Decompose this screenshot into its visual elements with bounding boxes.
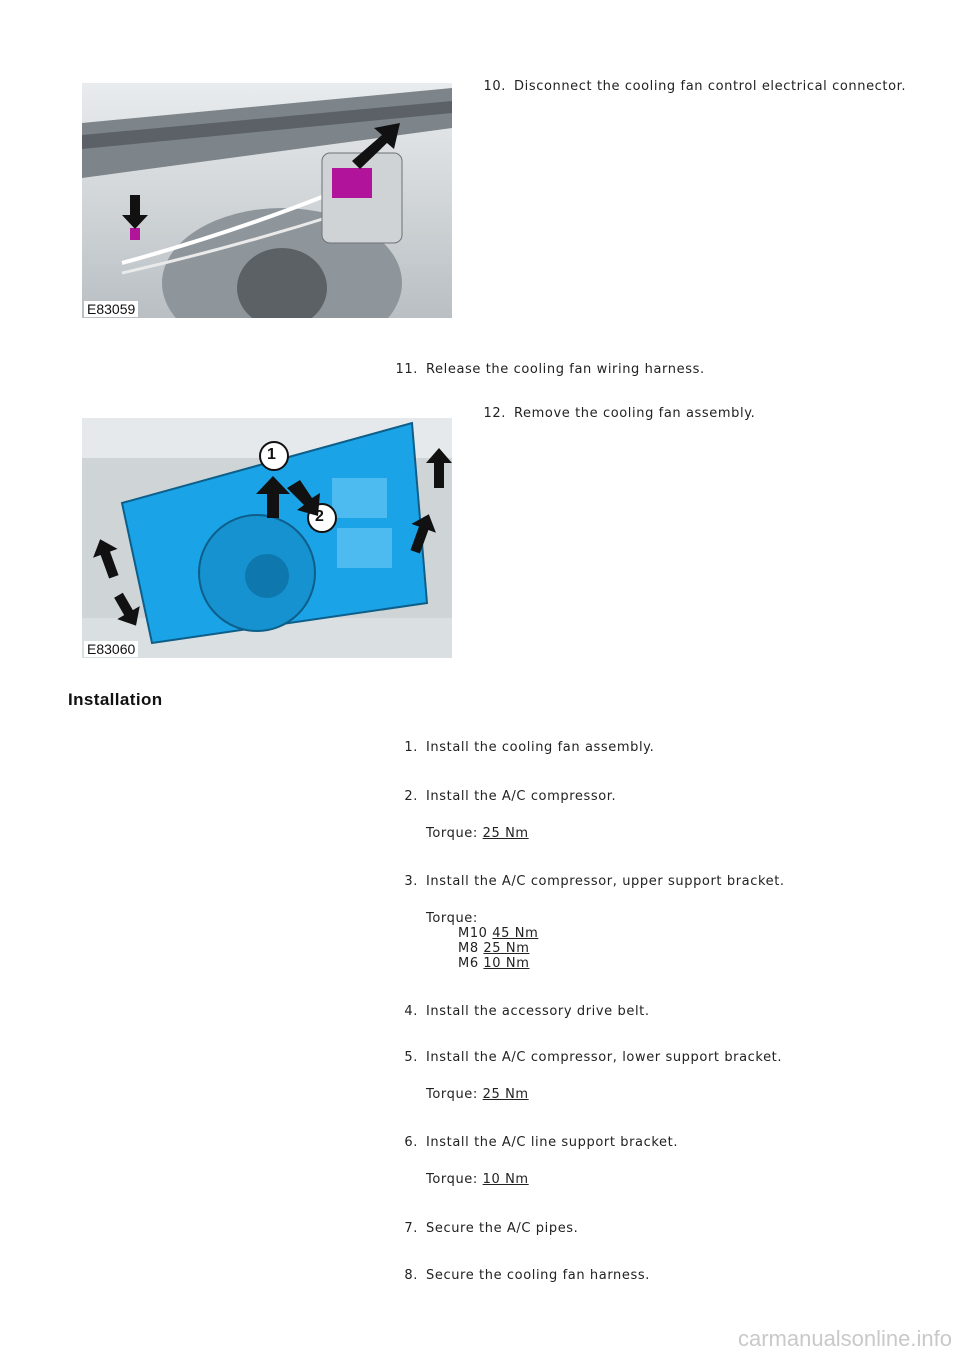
step-text: Disconnect the cooling fan control electrical connector.: [514, 79, 907, 94]
step-number: 1.: [404, 740, 418, 755]
torque-label: Torque:: [426, 1087, 478, 1102]
step-text: Install the accessory drive belt.: [426, 1004, 650, 1019]
footer-watermark: carmanualsonline.info: [737, 1326, 952, 1351]
step-number: 5.: [404, 1050, 418, 1065]
step-text: Install the A/C line support bracket.: [426, 1135, 679, 1150]
bolt-size: M8: [458, 941, 479, 956]
torque-value-link[interactable]: 25 Nm: [482, 1087, 529, 1102]
step-number: 3.: [404, 874, 418, 889]
callout-2: 2: [315, 508, 324, 525]
figure-e83060: [82, 418, 452, 658]
step-text: Install the cooling fan assembly.: [426, 740, 655, 755]
step-number: 4.: [404, 1004, 418, 1019]
torque-line: [426, 1087, 529, 1102]
torque-label: Torque:: [426, 1172, 478, 1187]
connector-illustration: [82, 83, 452, 318]
step-text: Install the A/C compressor, upper support bracket.: [426, 874, 785, 889]
torque-label: Torque:: [426, 911, 478, 926]
torque-value-link[interactable]: 10 Nm: [483, 956, 530, 971]
figure-id: E83059: [84, 301, 138, 317]
step-text: Secure the A/C pipes.: [426, 1221, 579, 1236]
torque-value-link[interactable]: 25 Nm: [483, 941, 530, 956]
figure-id: E83060: [84, 641, 138, 657]
step-text: Secure the cooling fan harness.: [426, 1268, 650, 1283]
callout-1: 1: [267, 446, 276, 463]
step-number: 8.: [404, 1268, 418, 1283]
step-number: 2.: [404, 789, 418, 804]
step-text: Install the A/C compressor.: [426, 789, 617, 804]
torque-value-link[interactable]: 25 Nm: [482, 826, 529, 841]
torque-row: [458, 941, 529, 956]
step-text: Remove the cooling fan assembly.: [514, 406, 756, 421]
torque-line: [426, 826, 529, 841]
step-text: Release the cooling fan wiring harness.: [426, 362, 705, 377]
step-number: 6.: [404, 1135, 418, 1150]
section-heading: Installation: [68, 690, 163, 709]
bolt-size: M6: [458, 956, 479, 971]
step-number: 11.: [395, 362, 418, 377]
step-number: 12.: [483, 406, 506, 421]
torque-value-link[interactable]: 10 Nm: [482, 1172, 529, 1187]
torque-row: [458, 926, 538, 941]
torque-row: [458, 956, 529, 971]
torque-line: [426, 1172, 529, 1187]
torque-label: Torque:: [426, 826, 478, 841]
torque-value-link[interactable]: 45 Nm: [492, 926, 539, 941]
figure-e83059: [82, 83, 452, 318]
bolt-size: M10: [458, 926, 488, 941]
step-number: 7.: [404, 1221, 418, 1236]
step-text: Install the A/C compressor, lower support bracket.: [426, 1050, 783, 1065]
step-number: 10.: [483, 79, 506, 94]
